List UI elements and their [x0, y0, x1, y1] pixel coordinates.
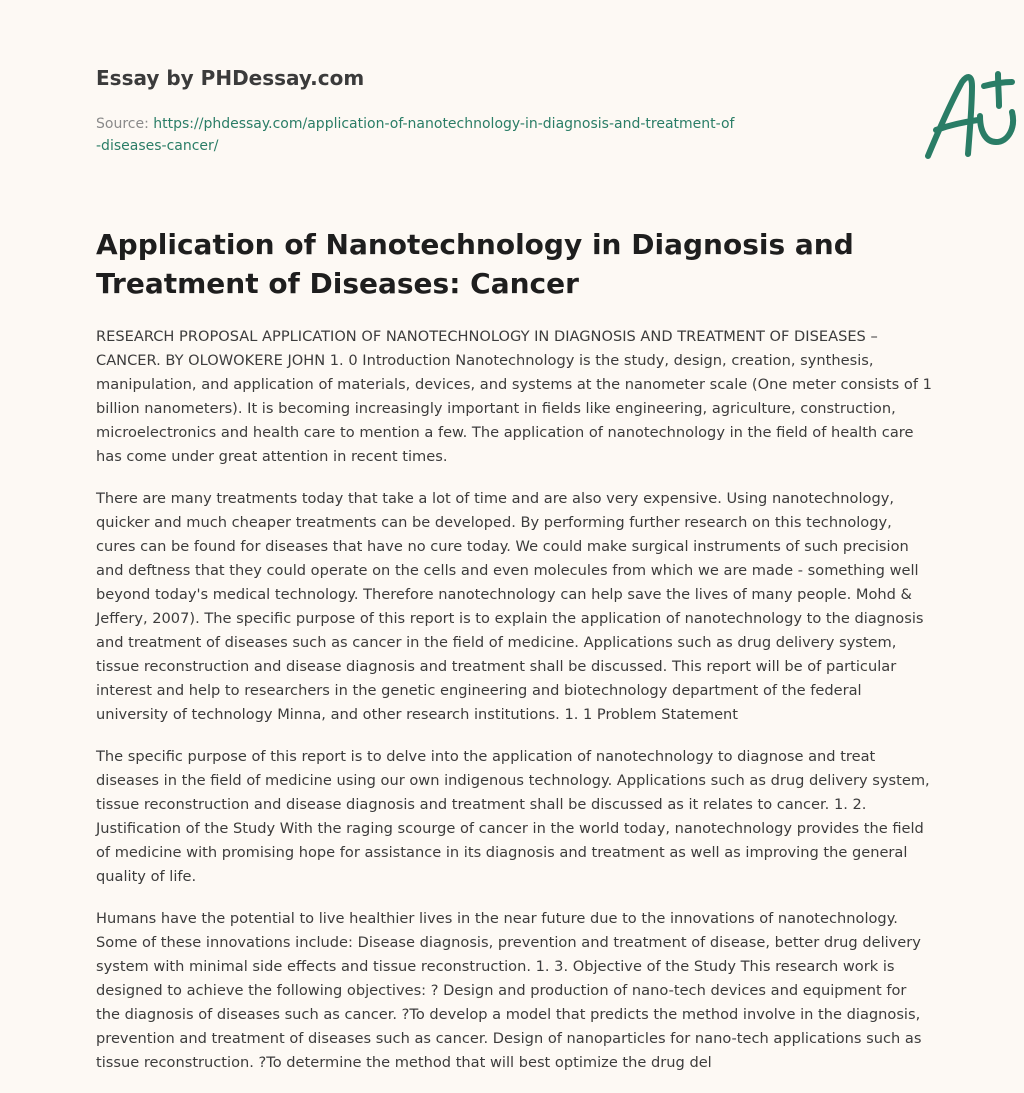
essay-paragraph: Humans have the potential to live healthier lives in the near future due to the innovations of nanotechnology. Some of these innovations include: Disease diagnosis, prevention and treatment of disease, better drug delivery system with minimal side effects and tissue reconstruction. 1. 3. Objective of the Study This research work is designed to achieve the following objectives: ? Design and production of nano-tech devices and equipment for the diagnosis of diseases such as cancer. ?To develop a model that predicts the method involve in the diagnosis, prevention and treatment of diseases such as cancer. Design of nanoparticles for nano-tech applications such as tissue reconstruction. ?To determine the method that will best optimize the drug del: [96, 910, 922, 1071]
essay-body: [96, 325, 932, 1093]
a-plus-logo: [922, 70, 1022, 162]
essay-paragraph: The specific purpose of this report is to delve into the application of nanotechnology to diagnose and treat diseases in the field of medicine using our own indigenous technology. Applications such as drug delivery system, tissue reconstruction and disease diagnosis and treatment shall be discussed as it relates to cancer. 1. 2. Justification of the Study With the raging scourge of cancer in the world today, nanotechnology provides the field of medicine with promising hope for assistance in its diagnosis and treatment as well as improving the general quality of life.: [96, 748, 930, 885]
essay-paragraph: RESEARCH PROPOSAL APPLICATION OF NANOTECHNOLOGY IN DIAGNOSIS AND TREATMENT OF DISEASES – CANCER. BY OLOWOKERE JOHN 1. 0 Introduction Nanotechnology is the study, design, creation, synthesis, manipulation, and application of materials, devices, and systems at the nanometer scale (One meter consists of 1 billion nanometers). It is becoming increasingly important in fields like engineering, agriculture, construction, microelectronics and health care to mention a few. The application of nanotechnology in the field of health care has come under great attention in recent times.: [96, 328, 932, 465]
essay-paragraph: There are many treatments today that take a lot of time and are also very expensive. Using nanotechnology, quicker and much cheaper treatments can be developed. By performing further research on this technology, cures can be found for diseases that have no cure today. We could make surgical instruments of such precision and deftness that they could operate on the cells and even molecules from which we are made - something well beyond today's medical technology. Therefore nanotechnology can help save the lives of many people. Mohd & Jeffery, 2007). The specific purpose of this report is to explain the application of nanotechnology to the diagnosis and treatment of diseases such as cancer in the field of medicine. Applications such as drug delivery system, tissue reconstruction and disease diagnosis and treatment shall be discussed. This report will be of particular interest and help to researchers in the genetic engineering and biotechnology department of the federal university of technology Minna, and other research institutions. 1. 1 Problem Statement: [96, 490, 924, 723]
source-link[interactable]: https://phdessay.com/application-of-nanotechnology-in-diagnosis-and-treatment-of-diseases-cancer/: [96, 116, 735, 154]
a-plus-icon: [922, 70, 1022, 162]
source-line: [96, 113, 736, 157]
brand-title: Essay by PHDessay.com: [96, 66, 365, 90]
source-label: Source:: [96, 116, 149, 132]
essay-title: Application of Nanotechnology in Diagnosis and Treatment of Diseases: Cancer: [96, 228, 854, 300]
